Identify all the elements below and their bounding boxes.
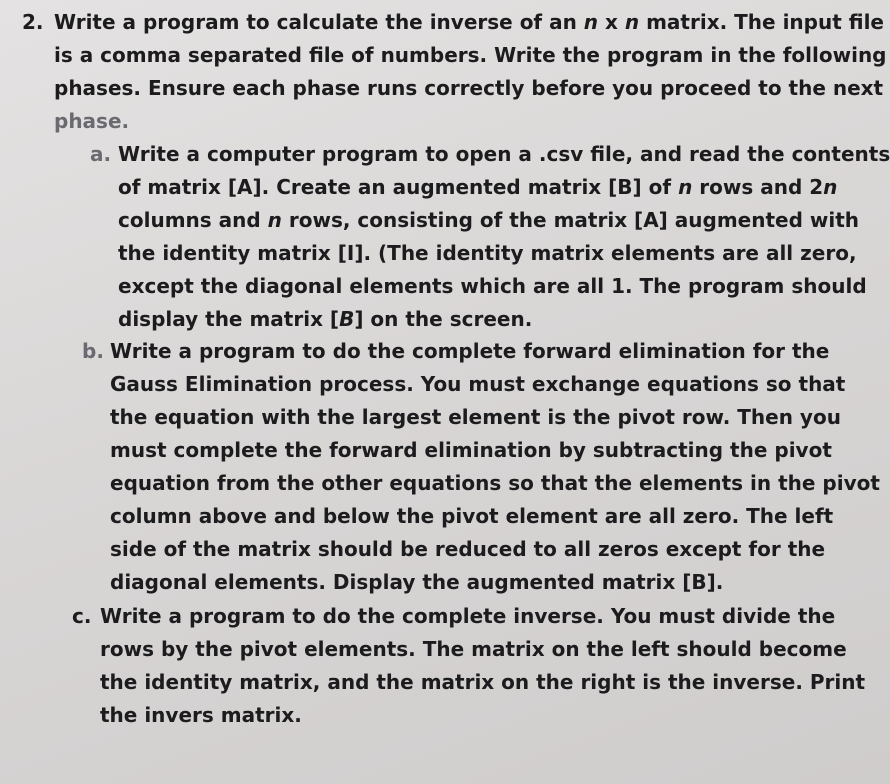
subitem-line: must complete the forward elimination by subtracting the pivot xyxy=(110,438,832,462)
subitem-line: equation from the other equations so that the elements in the pivot xyxy=(110,471,880,495)
subitem-text xyxy=(100,600,866,732)
subitem-text xyxy=(118,138,890,336)
subitem-line: the identity matrix, and the matrix on the right is the inverse. Print xyxy=(100,670,866,694)
intro-line: is a comma separated file of numbers. Write the program in the following xyxy=(54,43,887,67)
question-number: 2. xyxy=(22,10,44,34)
subitem-line: columns and n rows, consisting of the matrix [A] augmented with xyxy=(118,208,860,232)
subitem-line: the equation with the largest element is the pivot row. Then you xyxy=(110,405,841,429)
subitem-line: side of the matrix should be reduced to all zeros except for the xyxy=(110,537,826,561)
subitem-line: display the matrix [B] on the screen. xyxy=(118,307,533,331)
question-intro xyxy=(54,6,887,138)
subitem-line: the identity matrix [I]. (The identity matrix elements are all zero, xyxy=(118,241,857,265)
subitem-line: Write a program to do the complete forward elimination for the xyxy=(110,339,830,363)
subitem-line: Write a computer program to open a .csv file, and read the contents xyxy=(118,142,890,166)
subitem-line: except the diagonal elements which are all 1. The program should xyxy=(118,274,867,298)
subitem-marker: b. xyxy=(82,339,104,363)
intro-line: Write a program to calculate the inverse of an n x n matrix. The input file xyxy=(54,10,884,34)
subitem-marker: c. xyxy=(72,604,92,628)
intro-line: phase. xyxy=(54,109,130,133)
subitem-line: the invers matrix. xyxy=(100,703,302,727)
subitem-line: column above and below the pivot element are all zero. The left xyxy=(110,504,834,528)
subitem-line: diagonal elements. Display the augmented matrix [B]. xyxy=(110,570,724,594)
subitem-line: Write a program to do the complete inverse. You must divide the xyxy=(100,604,836,628)
subitem-line: Gauss Elimination process. You must exchange equations so that xyxy=(110,372,846,396)
subitem-text xyxy=(110,335,880,599)
subitem-line: of matrix [A]. Create an augmented matrix [B] of n rows and 2n xyxy=(118,175,838,199)
subitem-line: rows by the pivot elements. The matrix on the left should become xyxy=(100,637,847,661)
subitem-marker: a. xyxy=(90,142,112,166)
intro-line: phases. Ensure each phase runs correctly before you proceed to the next xyxy=(54,76,884,100)
